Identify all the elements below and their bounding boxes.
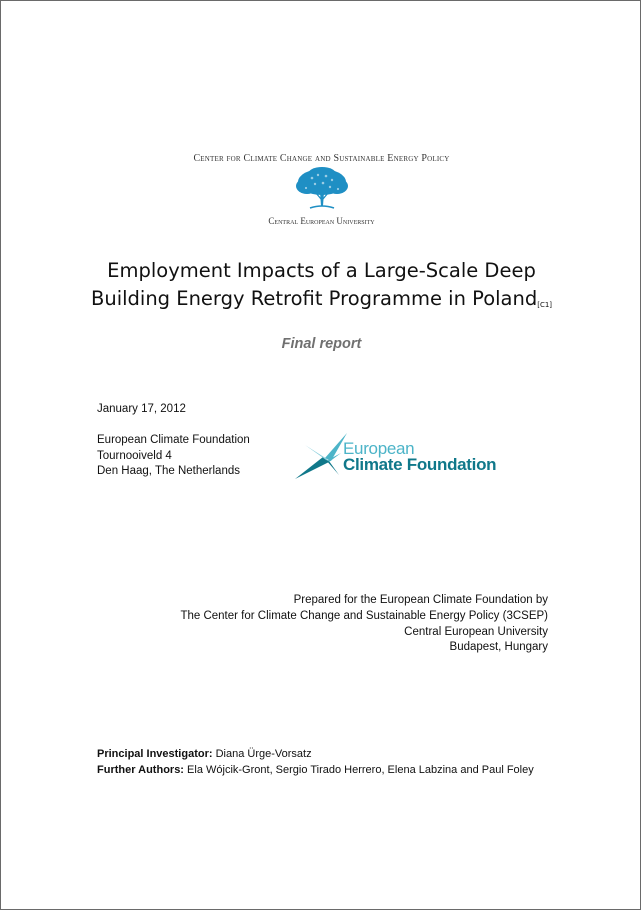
- recipient-address: [97, 433, 250, 480]
- prepared-by-block: [180, 593, 548, 656]
- further-label: Further Authors:: [97, 764, 184, 776]
- ecf-word-european: European: [343, 439, 415, 458]
- authors-block: [97, 746, 534, 778]
- center-name: Center for Climate Change and Sustainable Energy Policy: [193, 153, 450, 164]
- report-subtitle: Final report: [281, 336, 362, 352]
- report-date: January 17, 2012: [97, 403, 186, 415]
- pi-label: Principal Investigator:: [97, 748, 213, 760]
- university-name: Central European University: [268, 216, 375, 226]
- comment-reference[interactable]: [C1]: [537, 301, 553, 309]
- address-line-3: Den Haag, The Netherlands: [97, 465, 240, 477]
- tree-icon: [292, 166, 352, 214]
- institution-header: [1, 153, 641, 226]
- title-line-2-text: Building Energy Retrofit Programme in Poland: [90, 287, 538, 310]
- pi-name: Diana Ürge-Vorsatz: [215, 748, 312, 760]
- title-line-1: Employment Impacts of a Large-Scale Deep: [107, 259, 536, 282]
- further-authors: [97, 762, 534, 778]
- prepared-line-3: Central European University: [404, 625, 548, 638]
- title-line-2: [1, 285, 641, 319]
- document-title: [1, 257, 641, 319]
- prepared-line-4: Budapest, Hungary: [449, 641, 548, 654]
- address-line-2: Tournooiveld 4: [97, 449, 172, 462]
- prepared-line-2: The Center for Climate Change and Sustainable Energy Policy (3CSEP): [180, 609, 548, 622]
- address-line-1: European Climate Foundation: [97, 434, 250, 446]
- prepared-line-1: Prepared for the European Climate Foundation by: [293, 594, 548, 606]
- principal-investigator: [97, 746, 534, 762]
- further-names: Ela Wójcik-Gront, Sergio Tirado Herrero, Elena Labzina and Paul Foley: [187, 764, 534, 776]
- ecf-word-climate-foundation: Climate Foundation: [343, 455, 497, 474]
- ecf-logo-text: [343, 441, 496, 473]
